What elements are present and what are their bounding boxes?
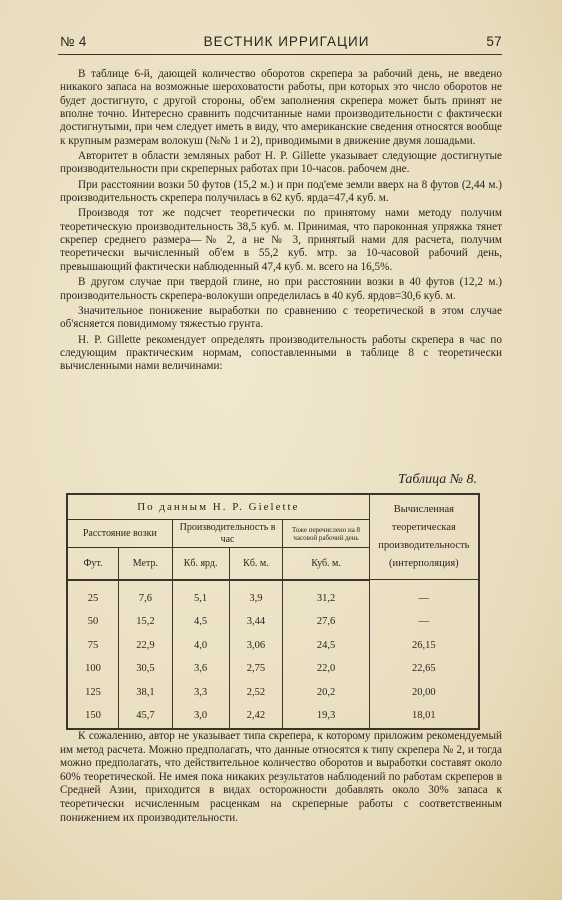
table-row	[67, 634, 479, 658]
table-row	[67, 580, 479, 611]
cell-day: 20,2	[283, 681, 369, 705]
productivity-table	[66, 493, 480, 730]
cell-meters: 15,2	[119, 610, 173, 634]
cell-cubic-yards: 4,0	[172, 634, 229, 658]
workday-header: Тоже перечислено на 8 часовой рабочий день	[283, 520, 369, 548]
page-number: 57	[486, 34, 502, 49]
paragraph: H. P. Gillette рекомендует определять производительность работы скрепера в час по следующим практическим нормам, сопоставленными в таблице 8 с теоретически вычисленными нами величинами:	[60, 333, 502, 373]
cell-meters: 45,7	[119, 704, 173, 729]
meters-unit-header: Метр.	[119, 548, 173, 580]
closing-text	[60, 730, 502, 825]
running-header	[60, 34, 502, 49]
cell-feet: 25	[67, 580, 119, 611]
paragraph: В таблице 6-й, дающей количество оборотов скрепера за рабочий день, не введено никакого запаса на возможные шероховатости работы, при которых это число оборотов не будет достигнуто, с другой стороны, об'ем заполнения скрепера может быть принят не вполне точно. Интересно сравнить подсчитанные нами производительности с фактически достигнутыми, при чем следует иметь в виду, что американские сведения относятся вообще к крупным размерам волокуш (№№ 1 и 2), приводимыми в движение двумя лошадьми.	[60, 68, 502, 147]
cell-calc: —	[369, 580, 479, 611]
cell-cubic-meters: 2,52	[229, 681, 283, 705]
table-caption: Таблица № 8.	[398, 472, 477, 487]
cell-day: 24,5	[283, 634, 369, 658]
cell-cubic-meters: 3,44	[229, 610, 283, 634]
cell-calc: 26,15	[369, 634, 479, 658]
cell-day: 19,3	[283, 704, 369, 729]
cell-day: 31,2	[283, 580, 369, 611]
table-row	[67, 657, 479, 681]
cubic-yards-unit-header: Кб. ярд.	[172, 548, 229, 580]
paragraph: Производя тот же подсчет теоретически по принятому нами методу получим теоретическую производительность 38,5 куб. м. Принимая, что пароконная упряжка тянет скрепер среднего размера—№ 2, а не № 3, принятый нами для расчета, получим теоретически вычисленный об'ем в 55,2 куб. мтр. за 10-часовой рабочий день, превышающий фактически наблюденный 47,4 куб. м. всего на 16,5%.	[60, 207, 502, 273]
cell-calc: —	[369, 610, 479, 634]
cell-cubic-yards: 3,6	[172, 657, 229, 681]
cell-feet: 100	[67, 657, 119, 681]
cell-day: 22,0	[283, 657, 369, 681]
cell-feet: 150	[67, 704, 119, 729]
paragraph: При расстоянии возки 50 футов (15,2 м.) и при под'еме земли вверх на 8 футов (2,44 м.) производительность скрепера получилась в 62 куб. ярда=47,4 куб. м.	[60, 178, 502, 205]
cell-meters: 22,9	[119, 634, 173, 658]
cell-meters: 30,5	[119, 657, 173, 681]
table-row	[67, 704, 479, 729]
calc-header: Вычисленная теоретическая производительность (интерполяция)	[369, 494, 479, 580]
cell-calc: 22,65	[369, 657, 479, 681]
cell-feet: 75	[67, 634, 119, 658]
productivity-header: Производительность в час	[172, 520, 283, 548]
feet-unit-header: Фут.	[67, 548, 119, 580]
paragraph: Авторитет в области земляных работ H. P. Gillette указывает следующие достигнутые производительности при скреперных работах при 10-часов. рабочем дне.	[60, 150, 502, 176]
cell-calc: 18,01	[369, 704, 479, 729]
paragraph: Значительное понижение выработки по сравнению с теоретической в этом случае об'ясняется повидимому тяжестью грунта.	[60, 304, 502, 331]
issue-number: № 4	[60, 34, 87, 49]
cell-cubic-yards: 3,3	[172, 681, 229, 705]
journal-title: ВЕСТНИК ИРРИГАЦИИ	[203, 34, 370, 49]
group-header: По данным H. P. Gielette	[67, 494, 369, 520]
cell-cubic-yards: 5,1	[172, 580, 229, 611]
cell-cubic-meters: 2,75	[229, 657, 283, 681]
cell-cubic-meters: 2,42	[229, 704, 283, 729]
header-rule	[58, 54, 502, 55]
cell-cubic-meters: 3,06	[229, 634, 283, 658]
paragraph: К сожалению, автор не указывает типа скрепера, к которому приложим рекомендуемый им метод расчета. Можно предполагать, что данные относятся к типу скрепера № 2, и тогда можно предполагать, что действительное количество оборотов и выработки составят около 60% теоретической. Не имея пока никаких результатов наблюдений по работам скреперов в Средней Азии, приходится в видах осторожности добавлять около 30% запаса к теоретически исчисленным расценкам на скреперные работы с соответственным понижением их производительности.	[60, 730, 502, 824]
cell-day: 27,6	[283, 610, 369, 634]
day-cubic-meters-unit-header: Куб. м.	[283, 548, 369, 580]
paragraph: В другом случае при твердой глине, но при расстоянии возки в 40 футов (12,2 м.) производительность скрепера-волокуши определилась в 40 куб. ярдов=30,6 куб. м.	[60, 276, 502, 302]
cell-cubic-yards: 4,5	[172, 610, 229, 634]
cell-calc: 20,00	[369, 681, 479, 705]
cell-cubic-yards: 3,0	[172, 704, 229, 729]
cell-meters: 7,6	[119, 580, 173, 611]
table-row	[67, 610, 479, 634]
cell-feet: 50	[67, 610, 119, 634]
cell-meters: 38,1	[119, 681, 173, 705]
cell-cubic-meters: 3,9	[229, 580, 283, 611]
cubic-meters-unit-header: Кб. м.	[229, 548, 283, 580]
table-row	[67, 681, 479, 705]
distance-header: Расстояние возки	[67, 520, 172, 548]
cell-feet: 125	[67, 681, 119, 705]
body-text	[60, 68, 502, 376]
